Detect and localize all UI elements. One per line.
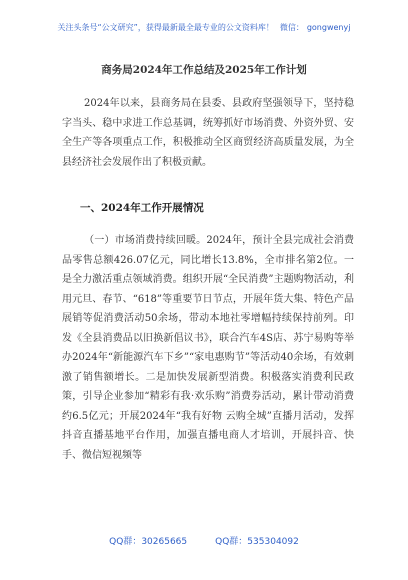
page-footer [0, 534, 408, 547]
document-title: 商务局2024年工作总结及2025年工作计划 [101, 64, 307, 76]
section1-paragraph [62, 231, 354, 465]
section-heading: 一、2024年工作开展情况 [80, 202, 204, 214]
qq-group-1: QQ群：30265665 [109, 537, 188, 547]
qq-group-2: QQ群：535304092 [215, 537, 299, 547]
intro-text: 2024年以来，县商务局在县委、县政府坚强领导下，坚持稳字当头、稳中求进工作总基调，统筹抓好市场消费、外资外贸、安全生产等各项重点工作，积极推动全区商贸经济高质量发展，为全县经济社会发展作出了积极贡献。 [62, 98, 354, 168]
intro-paragraph [62, 94, 354, 172]
wechat-label: 微信： [279, 23, 304, 32]
page-header-banner [0, 22, 408, 33]
header-promo-text: 关注头条号“公文研究”，获得最新最全最专业的公文资料库！ [57, 23, 274, 32]
section1-text: （一）市场消费持续回暖。2024年，预计全县完成社会消费品零售总额426.07亿元，同比增长13.8%，全市排名第2位。一是全力激活重点领域消费。组织开展“全民消费”主题购物活动，利用元旦、春节、“618”等重要节日节点，开展年货大集、特色产品展销等促消费活动50余场，带动本地社零增幅持续保持前列。印发《全县消费品以旧换新倡议书》，联合汽车4S店、苏宁易购等举办2024年“新能源汽车下乡”“家电惠购节”等活动40余场，有效刺激了销售额增长。二是加快发展新型消费。积极落实消费利民政策，引导企业参加“精彩有我·欢乐购”消费券活动，累计带动消费约6.5亿元；开展2024年“我有好物 云购全城”直播月活动，发挥抖音直播基地平台作用，加强直播电商人才培训，开展抖音、快手、微信短视频等 [62, 235, 354, 461]
wechat-id: gongwenyj [306, 23, 351, 32]
